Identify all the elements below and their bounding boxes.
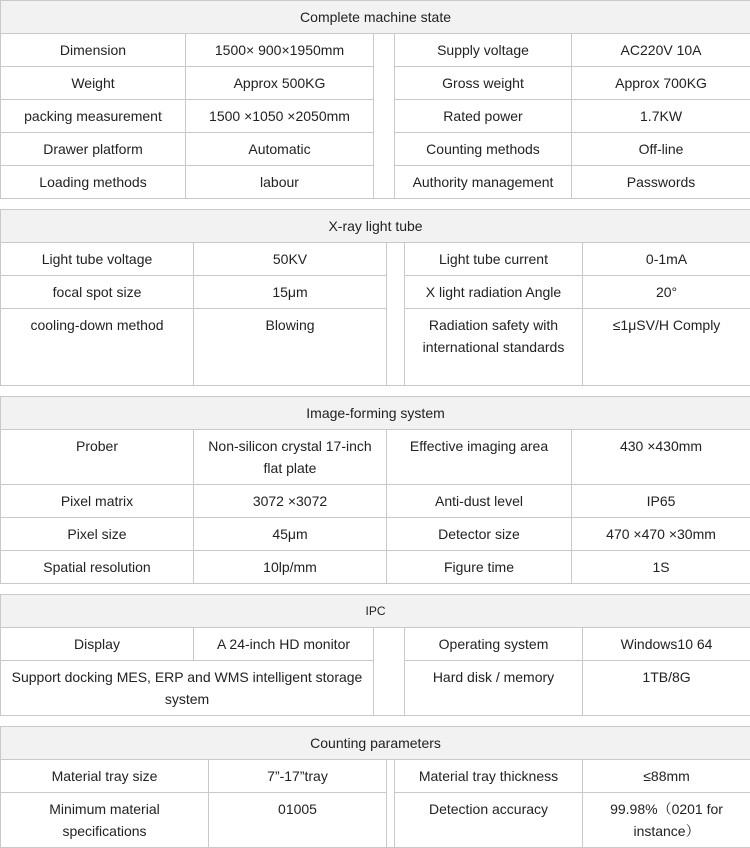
spec-label: Anti-dust level — [387, 485, 572, 518]
spec-label: Spatial resolution — [1, 551, 194, 584]
section-title-machine-state: Complete machine state — [1, 1, 750, 34]
spec-value: Blowing — [194, 309, 387, 386]
spec-value: 15μm — [194, 276, 387, 309]
spec-value: AC220V 10A — [572, 34, 750, 67]
spec-value: Off-line — [572, 133, 750, 166]
spec-value: 45μm — [194, 518, 387, 551]
spec-value: 430 ×430mm — [572, 430, 750, 485]
spec-label: Light tube voltage — [1, 243, 194, 276]
column-spacer — [374, 34, 395, 199]
spec-label: Radiation safety with international standards — [405, 309, 583, 386]
spec-label: Gross weight — [395, 67, 572, 100]
spec-value: 1TB/8G — [583, 661, 750, 716]
spec-value: ≤88mm — [583, 760, 750, 793]
spec-value: 10lp/mm — [194, 551, 387, 584]
spec-value: 1.7KW — [572, 100, 750, 133]
spec-value: Approx 700KG — [572, 67, 750, 100]
column-spacer — [374, 628, 405, 716]
column-spacer — [387, 760, 395, 848]
spec-value: IP65 — [572, 485, 750, 518]
spec-label: Display — [1, 628, 194, 661]
spec-value: A 24-inch HD monitor — [194, 628, 374, 661]
spec-label: Effective imaging area — [387, 430, 572, 485]
spec-label: Counting methods — [395, 133, 572, 166]
spec-value: 20° — [583, 276, 750, 309]
spec-value: 7”-17”tray — [209, 760, 387, 793]
spec-label: Supply voltage — [395, 34, 572, 67]
spec-value: 50KV — [194, 243, 387, 276]
spec-value: Windows10 64 — [583, 628, 750, 661]
spec-value: Passwords — [572, 166, 750, 199]
spec-value: 99.98%（0201 for instance） — [583, 793, 750, 848]
spec-value: Automatic — [186, 133, 374, 166]
section-title-ipc: IPC — [1, 595, 750, 628]
section-title-counting: Counting parameters — [1, 727, 750, 760]
spec-value: 3072 ×3072 — [194, 485, 387, 518]
column-spacer — [387, 243, 405, 386]
spec-label: Pixel matrix — [1, 485, 194, 518]
spec-label: focal spot size — [1, 276, 194, 309]
spec-label: packing measurement — [1, 100, 186, 133]
section-title-image-forming: Image-forming system — [1, 397, 750, 430]
spec-value: Approx 500KG — [186, 67, 374, 100]
spec-label: Operating system — [405, 628, 583, 661]
spec-value: 1500× 900×1950mm — [186, 34, 374, 67]
spec-label: Pixel size — [1, 518, 194, 551]
spec-value: 0-1mA — [583, 243, 750, 276]
spec-label: Rated power — [395, 100, 572, 133]
spec-label: Detection accuracy — [395, 793, 583, 848]
spec-label: Figure time — [387, 551, 572, 584]
spec-value: Non-silicon crystal 17-inch flat plate — [194, 430, 387, 485]
spec-value: 01005 — [209, 793, 387, 848]
spec-label: Dimension — [1, 34, 186, 67]
spec-label: Material tray thickness — [395, 760, 583, 793]
spec-value: ≤1μSV/H Comply — [583, 309, 750, 386]
spec-value: 470 ×470 ×30mm — [572, 518, 750, 551]
spec-label: Drawer platform — [1, 133, 186, 166]
spec-label: Material tray size — [1, 760, 209, 793]
spec-label: Loading methods — [1, 166, 186, 199]
spec-value: labour — [186, 166, 374, 199]
spec-label: Light tube current — [405, 243, 583, 276]
section-title-xray-tube: X-ray light tube — [1, 210, 750, 243]
spec-value: 1500 ×1050 ×2050mm — [186, 100, 374, 133]
spec-label-wide: Support docking MES, ERP and WMS intelligent storage system — [1, 661, 374, 716]
spec-label: Detector size — [387, 518, 572, 551]
spec-label: Prober — [1, 430, 194, 485]
spec-label: cooling-down method — [1, 309, 194, 386]
spec-label: Hard disk / memory — [405, 661, 583, 716]
spec-label: Weight — [1, 67, 186, 100]
spec-value: 1S — [572, 551, 750, 584]
spec-label: X light radiation Angle — [405, 276, 583, 309]
spec-label: Minimum material specifications — [1, 793, 209, 848]
spec-label: Authority management — [395, 166, 572, 199]
